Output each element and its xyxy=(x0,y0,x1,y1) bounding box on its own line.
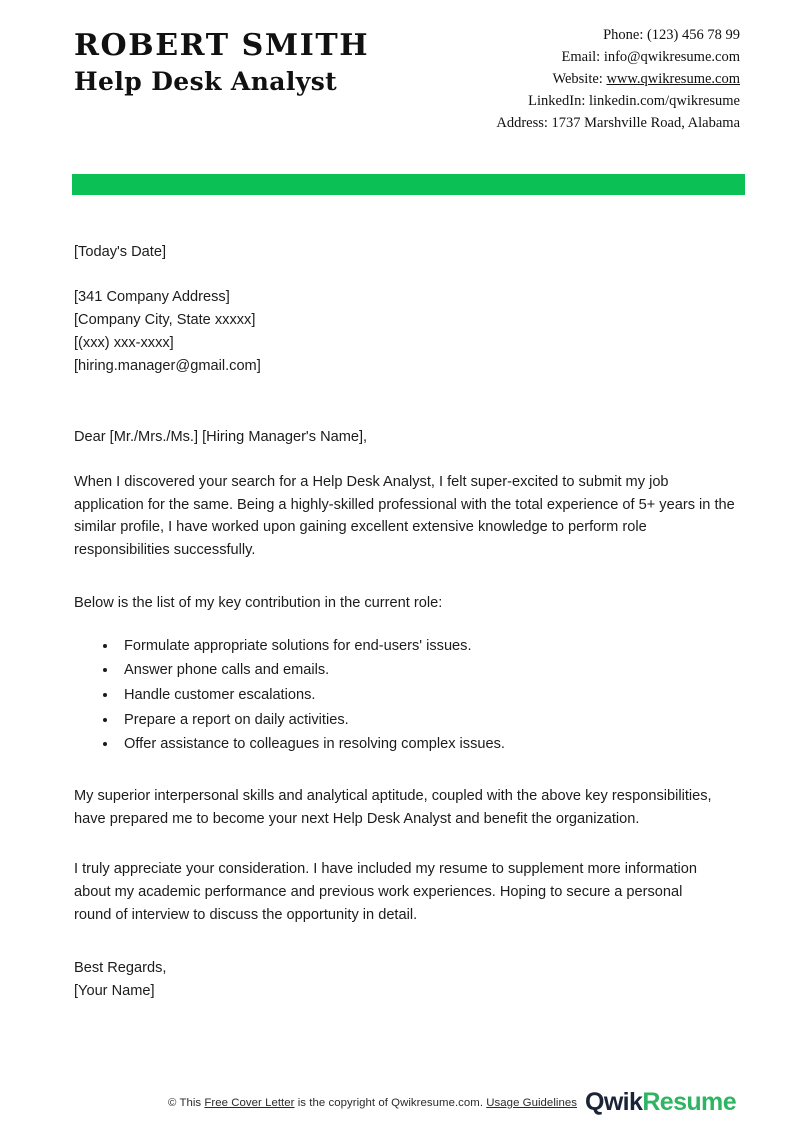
recipient-street: [341 Company Address] xyxy=(74,288,230,305)
candidate-identity xyxy=(74,24,369,97)
letter-date: [Today's Date] xyxy=(74,244,167,261)
intro-paragraph: When I discovered your search for a Help Desk Analyst, I felt super-excited to submit my job application for the same. Being a highly-skilled professional with the total experience of 5+ years in the similar profile, I have worked upon gaining excellent extensive knowledge to perform role responsibilities successfully. xyxy=(74,473,735,559)
accent-bar-container xyxy=(0,134,800,195)
page-footer xyxy=(0,1090,800,1115)
contact-phone: Phone: (123) 456 78 99 xyxy=(603,27,740,43)
recipient-phone: [(xxx) xxx-xxxx] xyxy=(74,335,174,352)
contact-email: Email: info@qwikresume.com xyxy=(561,49,740,66)
candidate-name: ROBERT SMITH xyxy=(74,28,370,63)
signature-name: [Your Name] xyxy=(74,983,155,1000)
recipient-email: [hiring.manager@gmail.com] xyxy=(74,358,261,375)
list-item: Prepare a report on daily activities. xyxy=(74,709,745,733)
contact-details xyxy=(496,24,740,134)
signature-block xyxy=(74,957,745,1004)
key-contributions-list xyxy=(74,635,745,757)
letter-body xyxy=(0,241,800,1003)
salutation: Dear [Mr./Mrs./Ms.] [Hiring Manager's Name], xyxy=(74,429,368,446)
list-item: Handle customer escalations. xyxy=(74,684,745,708)
green-accent-bar xyxy=(72,174,745,195)
free-cover-letter-link[interactable]: Free Cover Letter xyxy=(204,1096,295,1109)
contact-linkedin[interactable]: LinkedIn: linkedin.com/qwikresume xyxy=(528,93,740,110)
closing-paragraph-1: My superior interpersonal skills and analytical aptitude, coupled with the above key responsibilities, have prepared me to become your next Help Desk Analyst and benefit the organization. xyxy=(74,787,712,827)
list-lead-in: Below is the list of my key contribution in the current role: xyxy=(74,594,443,611)
contact-website-link[interactable]: www.qwikresume.com xyxy=(606,71,740,88)
list-item: Offer assistance to colleagues in resolving complex issues. xyxy=(74,733,745,757)
contact-website[interactable] xyxy=(496,68,740,90)
usage-guidelines-link[interactable]: Usage Guidelines xyxy=(486,1096,577,1109)
recipient-city-state: [Company City, State xxxxx] xyxy=(74,311,256,328)
logo-text-qwik: Qwik xyxy=(584,1088,643,1116)
closing-paragraph-2: I truly appreciate your consideration. I have included my resume to supplement more information about my academic performance and previous work experiences. Hoping to secure a personal round of interview to discuss the opportunity in detail. xyxy=(74,861,697,923)
qwikresume-logo[interactable] xyxy=(585,1090,736,1115)
sign-off-phrase: Best Regards, xyxy=(74,959,167,976)
footer-copyright xyxy=(168,1097,577,1109)
contact-website-label: Website: xyxy=(552,71,607,88)
candidate-job-title: Help Desk Analyst xyxy=(74,67,338,97)
list-item: Answer phone calls and emails. xyxy=(74,659,745,683)
list-item: Formulate appropriate solutions for end-users' issues. xyxy=(74,635,745,659)
footer-copyright-middle: is the copyright of Qwikresume.com. xyxy=(294,1096,487,1109)
logo-text-resume: Resume xyxy=(642,1088,736,1116)
contact-address: Address: 1737 Marshville Road, Alabama xyxy=(496,115,740,132)
recipient-address-block xyxy=(74,286,745,378)
letter-header xyxy=(0,0,800,134)
footer-copyright-prefix: © This xyxy=(168,1096,205,1109)
